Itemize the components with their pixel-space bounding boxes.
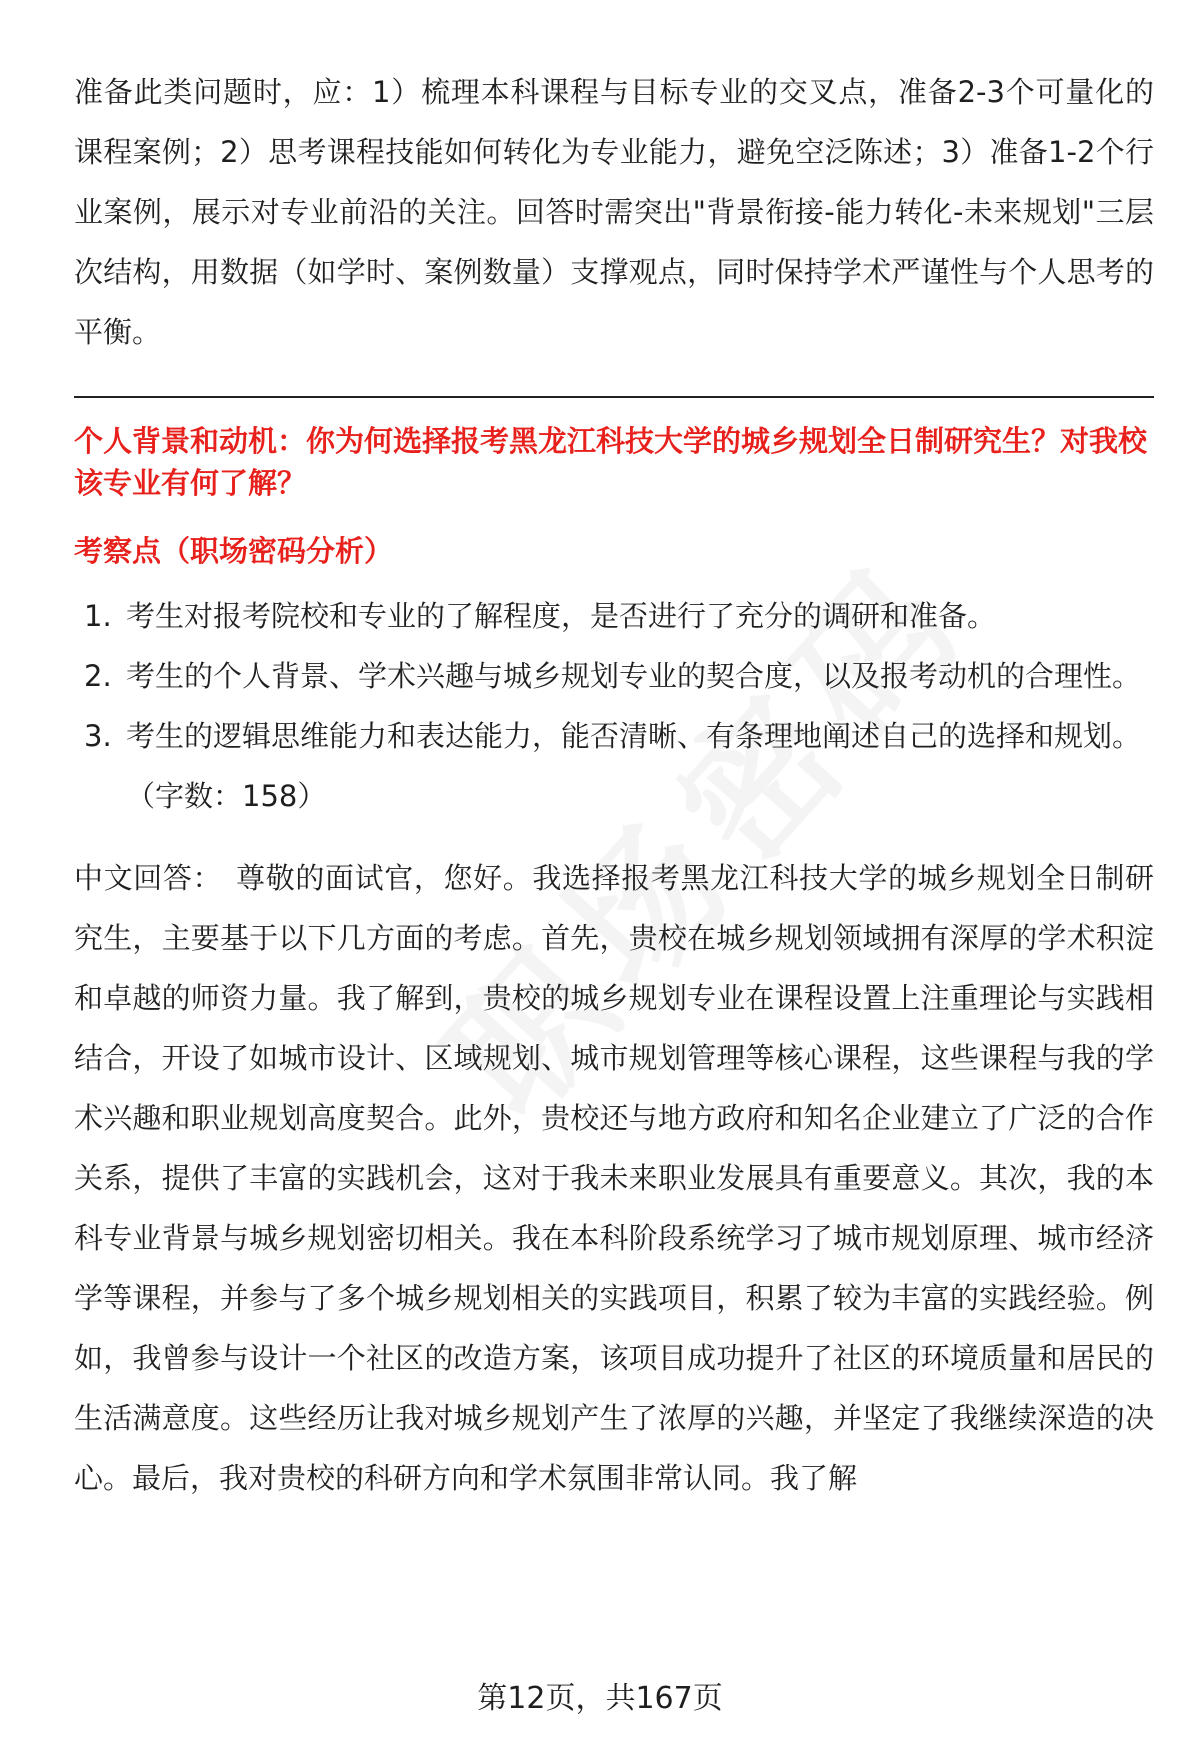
page-content xyxy=(74,62,1154,1508)
list-item-text: 考生的逻辑思维能力和表达能力，能否清晰、有条理地阐述自己的选择和规划。 xyxy=(126,719,1142,753)
list-item xyxy=(74,586,1154,646)
answer-paragraph xyxy=(74,848,1154,1508)
word-count: （字数：158） xyxy=(126,779,327,813)
question-heading: 个人背景和动机：你为何选择报考黑龙江科技大学的城乡规划全日制研究生？对我校该专业有何了解？ xyxy=(74,424,1148,500)
list-item-number: 3. xyxy=(84,719,112,753)
list-item-number: 2. xyxy=(84,659,112,693)
list-item xyxy=(74,706,1154,766)
assessment-heading: 考察点（职场密码分析） xyxy=(74,534,394,568)
answer-text: 尊敬的面试官，您好。我选择报考黑龙江科技大学的城乡规划全日制研究生，主要基于以下几方面的考虑。首先，贵校在城乡规划领域拥有深厚的学术积淀和卓越的师资力量。我了解到，贵校的城乡规划专业在课程设置上注重理论与实践相结合，开设了如城市设计、区域规划、城市规划管理等核心课程，这些课程与我的学术兴趣和职业规划高度契合。此外，贵校还与地方政府和知名企业建立了广泛的合作关系，提供了丰富的实践机会，这对于我未来职业发展具有重要意义。其次，我的本科专业背景与城乡规划密切相关。我在本科阶段系统学习了城市规划原理、城市经济学等课程，并参与了多个城乡规划相关的实践项目，积累了较为丰富的实践经验。例如，我曾参与设计一个社区的改造方案，该项目成功提升了社区的环境质量和居民的生活满意度。这些经历让我对城乡规划产生了浓厚的兴趣，并坚定了我继续深造的决心。最后，我对贵校的科研方向和学术氛围非常认同。我了解 xyxy=(74,861,1154,1495)
page-number-footer: 第12页，共167页 xyxy=(477,1681,723,1716)
assessment-points-list xyxy=(74,586,1154,766)
answer-label: 中文回答： xyxy=(74,861,223,895)
list-item-text: 考生的个人背景、学术兴趣与城乡规划专业的契合度，以及报考动机的合理性。 xyxy=(126,659,1142,693)
list-item-number: 1. xyxy=(84,599,112,633)
intro-paragraph: 准备此类问题时，应：1）梳理本科课程与目标专业的交叉点，准备2-3个可量化的课程案例；2）思考课程技能如何转化为专业能力，避免空泛陈述；3）准备1-2个行业案例，展示对专业前沿的关注。回答时需突出"背景衔接-能力转化-未来规划"三层次结构，用数据（如学时、案例数量）支撑观点，同时保持学术严谨性与个人思考的平衡。 xyxy=(74,75,1154,349)
list-item xyxy=(74,646,1154,706)
section-divider xyxy=(74,396,1154,398)
list-item-text: 考生对报考院校和专业的了解程度，是否进行了充分的调研和准备。 xyxy=(126,599,997,633)
